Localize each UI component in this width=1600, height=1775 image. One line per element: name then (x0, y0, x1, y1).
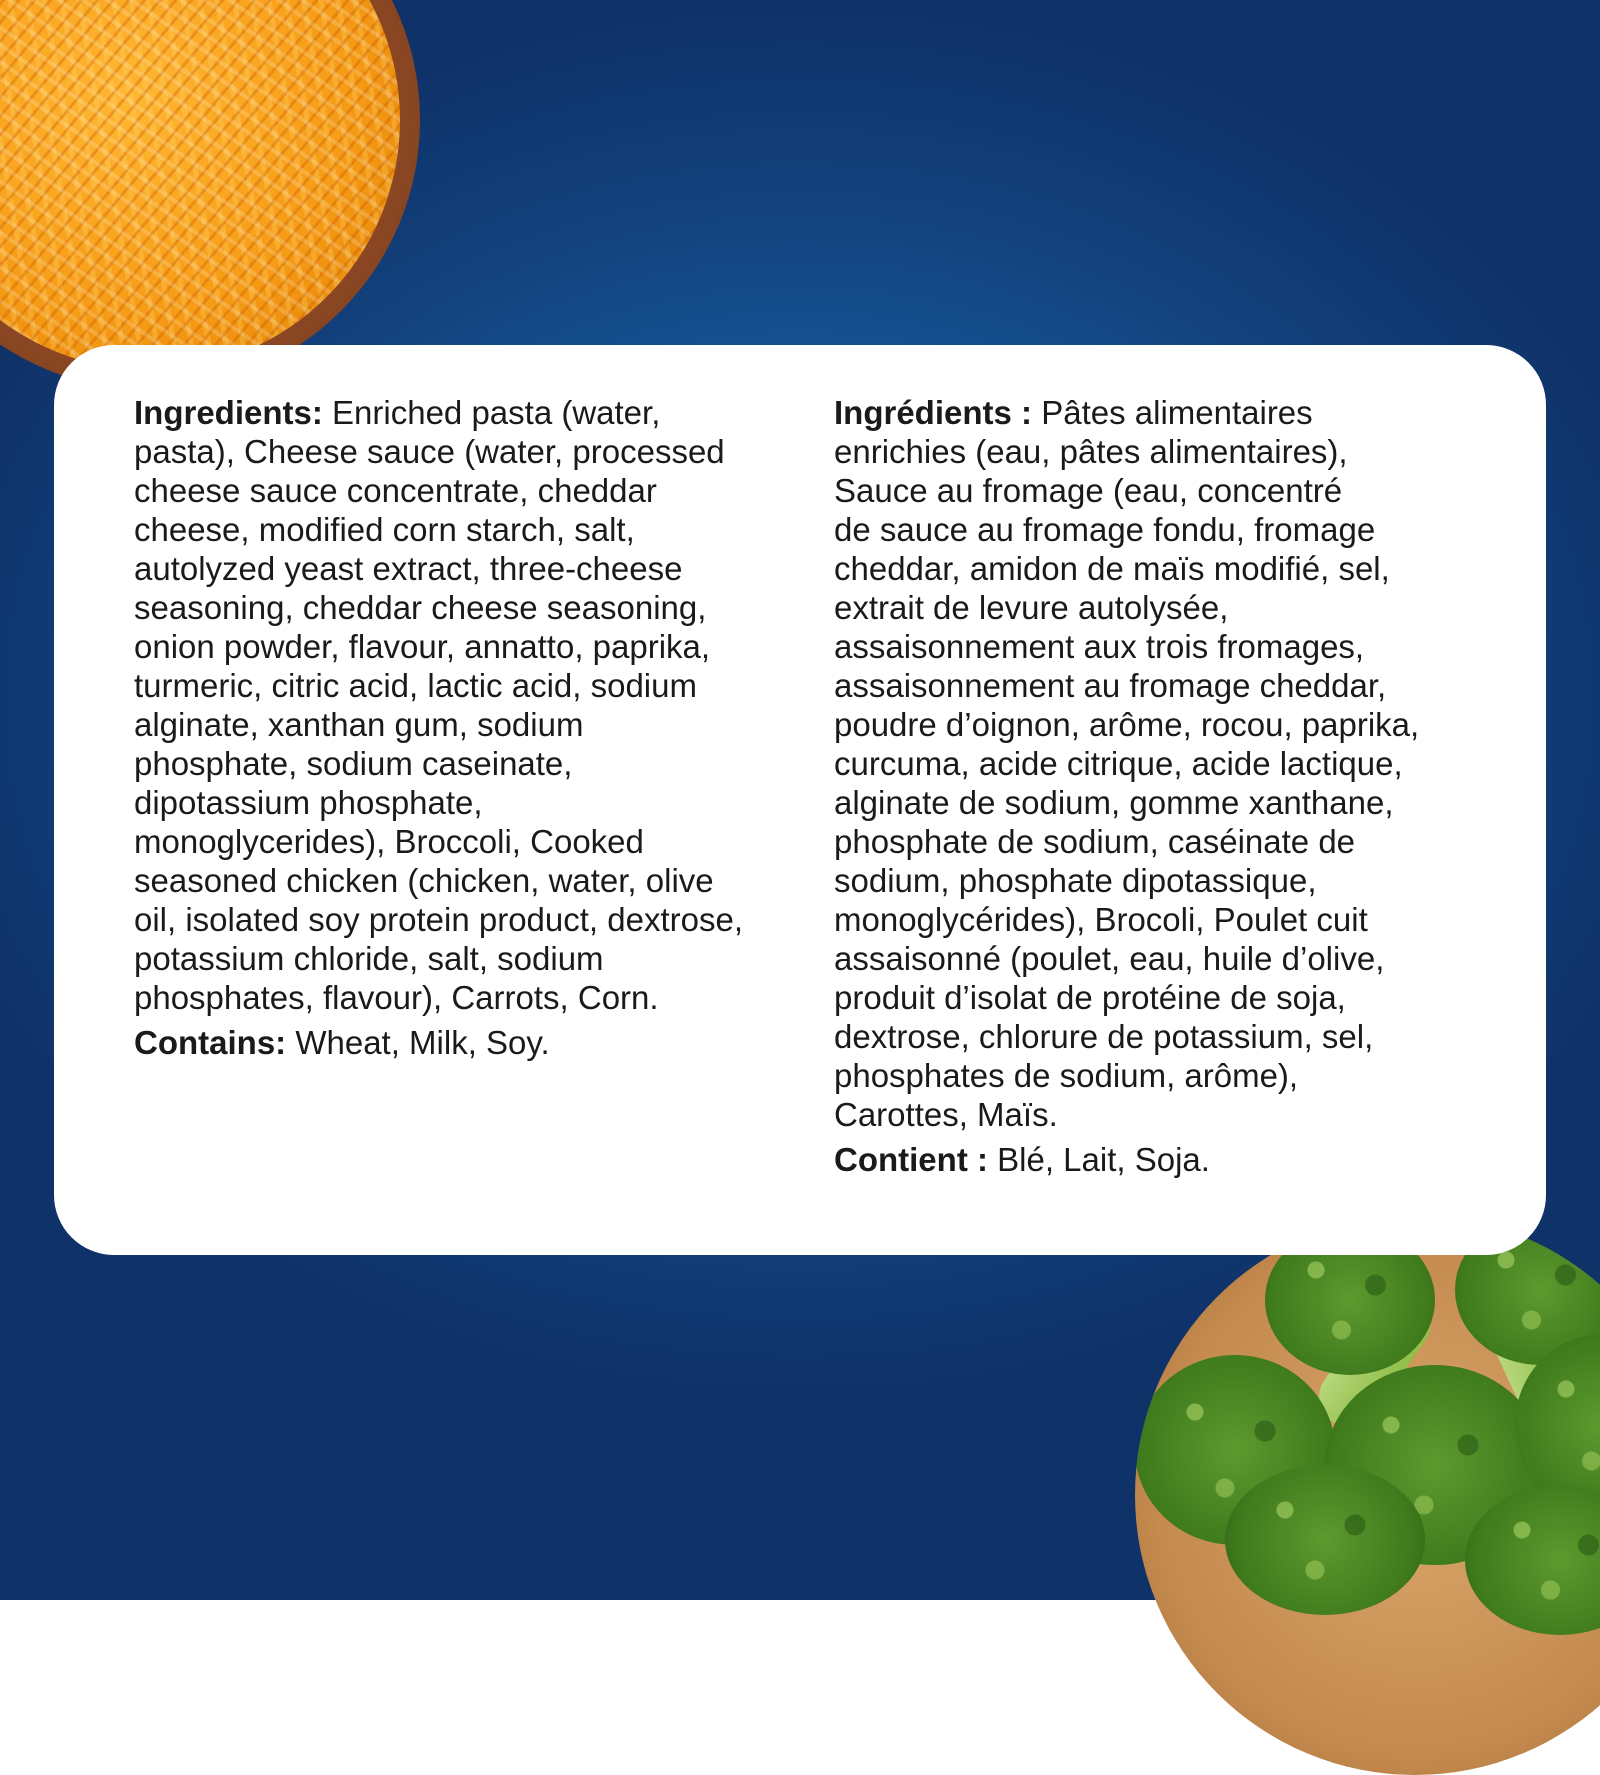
contains-label: Contains: (134, 1024, 287, 1061)
ingredients-line: assaisonnement au fromage cheddar, (834, 667, 1387, 704)
ingredients-line: autolyzed yeast extract, three-cheese (134, 550, 683, 587)
ingredients-line: dipotassium phosphate, (134, 784, 483, 821)
ingredients-line: phosphates de sodium, arôme), (834, 1057, 1299, 1094)
ingredients-line: phosphate de sodium, caséinate de (834, 823, 1356, 860)
ingredients-line: turmeric, citric acid, lactic acid, sodium (134, 667, 697, 704)
ingredients-label: Ingrédients : (834, 394, 1033, 431)
ingredients-line: potassium chloride, salt, sodium (134, 940, 604, 977)
ingredients-line: dextrose, chlorure de potassium, sel, (834, 1018, 1374, 1055)
ingredients-line: alginate, xanthan gum, sodium (134, 706, 584, 743)
ingredients-line: cheese, modified corn starch, salt, (134, 511, 635, 548)
ingredients-line: enrichies (eau, pâtes alimentaires), (834, 433, 1348, 470)
ingredients-line: seasoned chicken (chicken, water, olive (134, 862, 714, 899)
english-ingredients-paragraph (134, 393, 774, 1017)
ingredients-line: de sauce au fromage fondu, fromage (834, 511, 1376, 548)
ingredients-line: curcuma, acide citrique, acide lactique, (834, 745, 1403, 782)
ingredients-card (54, 345, 1546, 1255)
ingredients-line: assaisonnement aux trois fromages, (834, 628, 1365, 665)
french-contains-line (834, 1140, 1494, 1179)
allergens-text: Blé, Lait, Soja. (997, 1141, 1210, 1178)
ingredients-line: alginate de sodium, gomme xanthane, (834, 784, 1394, 821)
ingredients-line: extrait de levure autolysée, (834, 589, 1229, 626)
ingredients-line: Pâtes alimentaires (1041, 394, 1313, 431)
ingredients-line: Carottes, Maïs. (834, 1096, 1058, 1133)
english-contains-line (134, 1023, 774, 1062)
english-ingredients-column (134, 393, 774, 1062)
ingredients-line: cheddar, amidon de maïs modifié, sel, (834, 550, 1390, 587)
contains-label: Contient : (834, 1141, 988, 1178)
ingredients-line: produit d’isolat de protéine de soja, (834, 979, 1346, 1016)
ingredients-line: sodium, phosphate dipotassique, (834, 862, 1317, 899)
ingredients-line: pasta), Cheese sauce (water, processed (134, 433, 725, 470)
ingredients-line: monoglycerides), Broccoli, Cooked (134, 823, 644, 860)
allergens-text: Wheat, Milk, Soy. (295, 1024, 550, 1061)
ingredients-line: oil, isolated soy protein product, dextrose, (134, 901, 744, 938)
ingredients-line: monoglycérides), Brocoli, Poulet cuit (834, 901, 1368, 938)
ingredients-line: onion powder, flavour, annatto, paprika, (134, 628, 711, 665)
ingredients-line: phosphates, flavour), Carrots, Corn. (134, 979, 659, 1016)
ingredients-line: seasoning, cheddar cheese seasoning, (134, 589, 707, 626)
ingredients-line: Enriched pasta (water, (332, 394, 661, 431)
french-ingredients-column (834, 393, 1494, 1179)
ingredients-line: assaisonné (poulet, eau, huile d’olive, (834, 940, 1385, 977)
ingredients-label: Ingredients: (134, 394, 323, 431)
ingredients-line: phosphate, sodium caseinate, (134, 745, 573, 782)
ingredients-line: poudre d’oignon, arôme, rocou, paprika, (834, 706, 1420, 743)
french-ingredients-paragraph (834, 393, 1494, 1134)
ingredients-line: cheese sauce concentrate, cheddar (134, 472, 657, 509)
broccoli-floret (1225, 1465, 1425, 1615)
ingredients-line: Sauce au fromage (eau, concentré (834, 472, 1343, 509)
